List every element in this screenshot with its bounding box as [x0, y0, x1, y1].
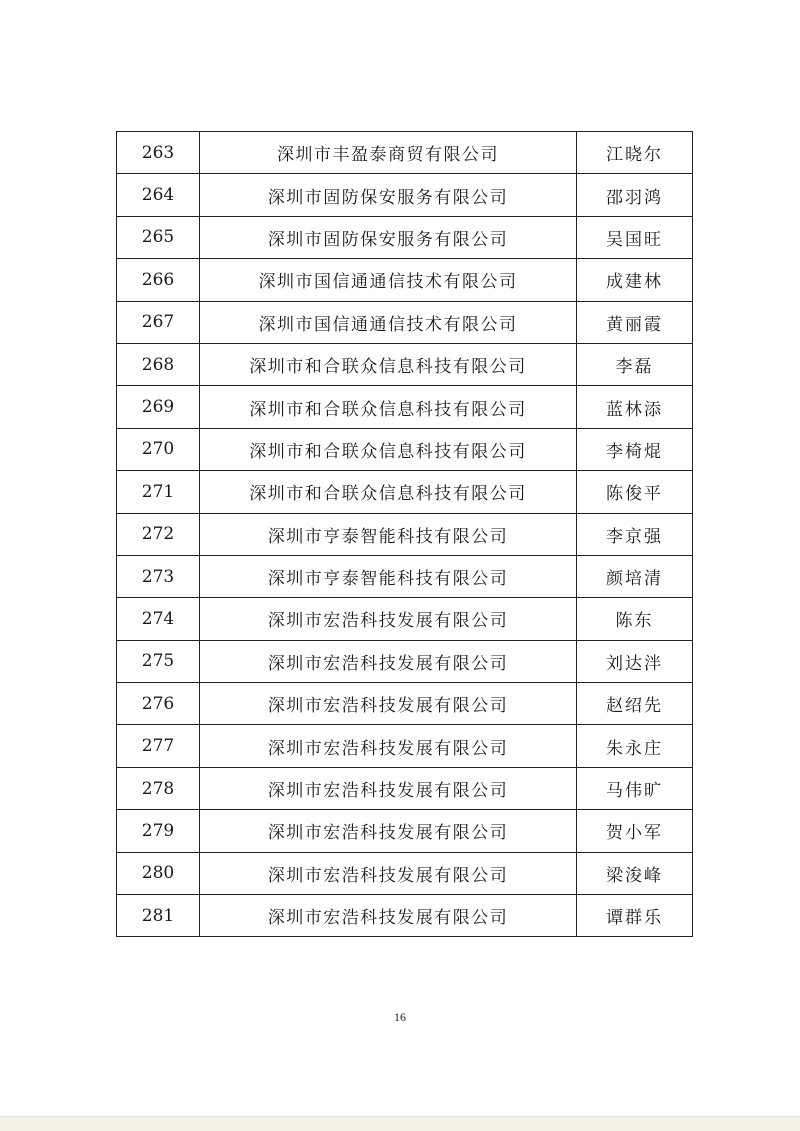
- table-row: [117, 640, 693, 682]
- company-name: 深圳市宏浩科技发展有限公司: [200, 640, 577, 682]
- roster-table-body: [117, 132, 693, 937]
- company-name: 深圳市宏浩科技发展有限公司: [200, 810, 577, 852]
- row-number: 275: [117, 640, 200, 682]
- row-number: 273: [117, 555, 200, 597]
- person-name: 李椅焜: [577, 428, 693, 470]
- person-name: 成建林: [577, 259, 693, 301]
- table-row: [117, 683, 693, 725]
- table-row: [117, 555, 693, 597]
- row-number: 270: [117, 428, 200, 470]
- row-number: 280: [117, 852, 200, 894]
- table-row: [117, 428, 693, 470]
- table-row: [117, 216, 693, 258]
- roster-table: [116, 131, 693, 937]
- row-number: 267: [117, 301, 200, 343]
- row-number: 274: [117, 598, 200, 640]
- table-row: [117, 301, 693, 343]
- person-name: 马伟旷: [577, 767, 693, 809]
- person-name: 黄丽霞: [577, 301, 693, 343]
- table-row: [117, 259, 693, 301]
- page-bottom-edge: [0, 1116, 800, 1131]
- person-name: 吴国旺: [577, 216, 693, 258]
- table-row: [117, 767, 693, 809]
- row-number: 268: [117, 343, 200, 385]
- person-name: 蓝林添: [577, 386, 693, 428]
- person-name: 江晓尔: [577, 132, 693, 174]
- company-name: 深圳市和合联众信息科技有限公司: [200, 471, 577, 513]
- table-row: [117, 725, 693, 767]
- person-name: 贺小军: [577, 810, 693, 852]
- row-number: 272: [117, 513, 200, 555]
- row-number: 281: [117, 895, 200, 937]
- person-name: 谭群乐: [577, 895, 693, 937]
- person-name: 陈俊平: [577, 471, 693, 513]
- table-row: [117, 471, 693, 513]
- company-name: 深圳市宏浩科技发展有限公司: [200, 683, 577, 725]
- company-name: 深圳市和合联众信息科技有限公司: [200, 343, 577, 385]
- company-name: 深圳市宏浩科技发展有限公司: [200, 852, 577, 894]
- company-name: 深圳市固防保安服务有限公司: [200, 174, 577, 216]
- company-name: 深圳市亨泰智能科技有限公司: [200, 513, 577, 555]
- row-number: 264: [117, 174, 200, 216]
- company-name: 深圳市亨泰智能科技有限公司: [200, 555, 577, 597]
- company-name: 深圳市国信通通信技术有限公司: [200, 301, 577, 343]
- company-name: 深圳市和合联众信息科技有限公司: [200, 386, 577, 428]
- table-row: [117, 598, 693, 640]
- table-row: [117, 343, 693, 385]
- table-row: [117, 852, 693, 894]
- company-name: 深圳市宏浩科技发展有限公司: [200, 895, 577, 937]
- company-name: 深圳市宏浩科技发展有限公司: [200, 725, 577, 767]
- company-name: 深圳市固防保安服务有限公司: [200, 216, 577, 258]
- person-name: 梁浚峰: [577, 852, 693, 894]
- person-name: 陈东: [577, 598, 693, 640]
- table-row: [117, 810, 693, 852]
- table-row: [117, 132, 693, 174]
- row-number: 278: [117, 767, 200, 809]
- table-row: [117, 174, 693, 216]
- person-name: 邵羽鸿: [577, 174, 693, 216]
- row-number: 263: [117, 132, 200, 174]
- person-name: 李磊: [577, 343, 693, 385]
- table-row: [117, 386, 693, 428]
- company-name: 深圳市国信通通信技术有限公司: [200, 259, 577, 301]
- person-name: 朱永庄: [577, 725, 693, 767]
- person-name: 赵绍先: [577, 683, 693, 725]
- person-name: 颜培清: [577, 555, 693, 597]
- row-number: 279: [117, 810, 200, 852]
- row-number: 271: [117, 471, 200, 513]
- row-number: 276: [117, 683, 200, 725]
- person-name: 刘达泮: [577, 640, 693, 682]
- row-number: 265: [117, 216, 200, 258]
- person-name: 李京强: [577, 513, 693, 555]
- company-name: 深圳市宏浩科技发展有限公司: [200, 767, 577, 809]
- row-number: 277: [117, 725, 200, 767]
- row-number: 266: [117, 259, 200, 301]
- table-row: [117, 513, 693, 555]
- company-name: 深圳市宏浩科技发展有限公司: [200, 598, 577, 640]
- table-row: [117, 895, 693, 937]
- company-name: 深圳市丰盈泰商贸有限公司: [200, 132, 577, 174]
- page-number: 16: [394, 1010, 406, 1024]
- company-name: 深圳市和合联众信息科技有限公司: [200, 428, 577, 470]
- row-number: 269: [117, 386, 200, 428]
